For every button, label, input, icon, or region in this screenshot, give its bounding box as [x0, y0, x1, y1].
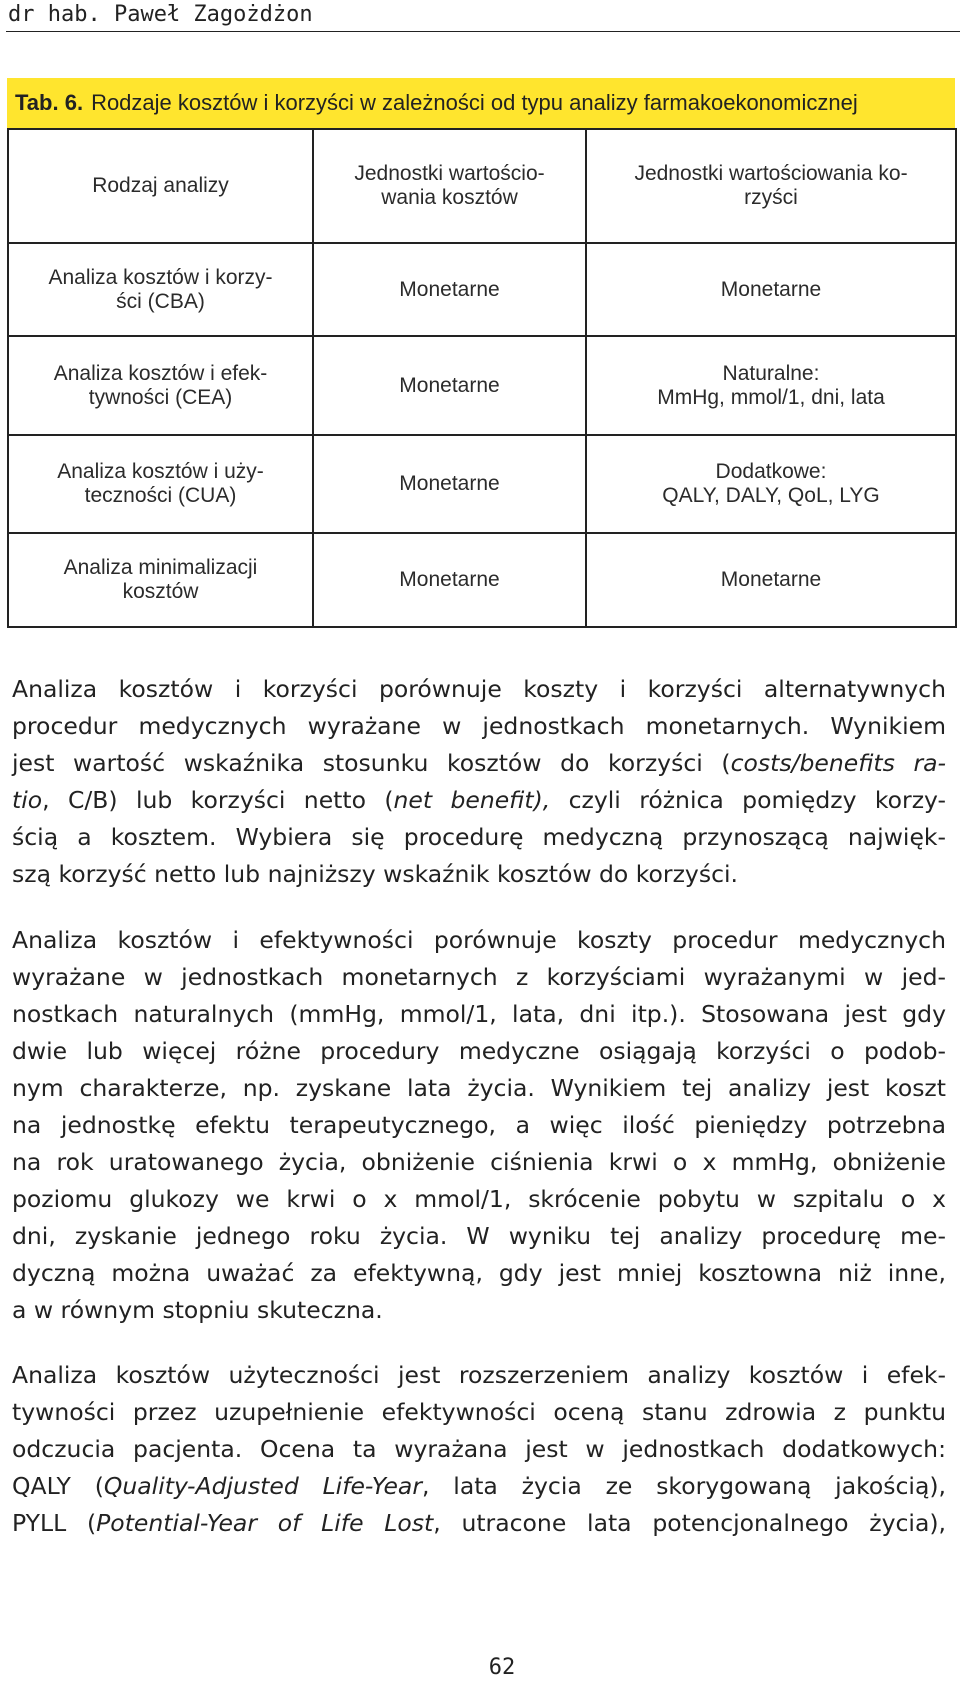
paragraph-cea: Analiza kosztów i efektywności porównuje koszty procedur medycznych wyrażane w jednostkach monetarnych z korzyściami wyrażanymi w jed- nostkach naturalnych (mmHg, mmol/1, lata, dni itp.). Stosowana jest gdy dwie lub więcej różne procedury medyczne osiągają korzyści o podob- nym charakterze, np. zyskane lata życia. Wynikiem tej analizy jest koszt na jednostkę efektu terapeutycznego, a więc ilość pieniędzy potrzebna na rok uratowanego życia, obniżenie ciśnienia krwi o x mmHg, obniżenie poziomu glukozy we krwi o x mmol/1, skrócenie pobytu w szpitalu o x dni, zyskanie jednego roku życia. W wyniku tej analizy procedurę me- dyczną można uważać za efektywną, gdy jest mniej kosztowna niż inne, a w równym stopniu skuteczna. — [12, 926, 946, 1324]
table-cell: Analiza kosztów i efek- tywności (CEA) — [8, 336, 313, 435]
paragraph-cua: Analiza kosztów użyteczności jest rozszerzeniem analizy kosztów i efek- tywności przez uzupełnienie efektywności oceną stanu zdrowia z punktu odczucia pacjenta. Ocena ta wyrażana jest w jednostkach dodatkowych: QALY (Quality-Adjusted Life-Year, lata życia ze skorygowaną jakością), PYLL (Potential-Year of Life Lost, utracone lata potencjonalnego życia), — [12, 1361, 946, 1537]
table-cell: Monetarne — [313, 336, 586, 435]
table-row — [8, 243, 956, 336]
analysis-cost-table — [7, 128, 957, 628]
table-cell: Monetarne — [586, 533, 956, 627]
table-caption-label: Tab. 6. — [15, 90, 84, 115]
table-header-cell: Jednostki wartościowania ko- rzyści — [586, 129, 956, 243]
header-rule — [6, 31, 960, 32]
paragraph-cba: Analiza kosztów i korzyści porównuje koszty i korzyści alternatywnych procedur medycznych wyrażane w jednostkach monetarnych. Wynikiem jest wartość wskaźnika stosunku kosztów do korzyści (costs/benefits ra- tio, C/B) lub korzyści netto (net benefit), czyli różnica pomiędzy korzy- ścią a kosztem. Wybiera się procedurę medyczną przynoszącą najwięk- szą korzyść netto lub najniższy wskaźnik kosztów do korzyści. — [12, 675, 946, 888]
table-caption — [7, 78, 955, 128]
table-row — [8, 336, 956, 435]
table-cell: Monetarne — [313, 243, 586, 336]
table-cell: Naturalne: MmHg, mmol/1, dni, lata — [586, 336, 956, 435]
table-header-cell: Jednostki wartościo- wania kosztów — [313, 129, 586, 243]
table-header-row — [8, 129, 956, 243]
running-head-author: dr hab. Paweł Zagożdżon — [8, 2, 313, 27]
table-cell: Analiza minimalizacji kosztów — [8, 533, 313, 627]
table-row — [8, 533, 956, 627]
page-number: 62 — [488, 1655, 516, 1680]
table-cell: Monetarne — [313, 533, 586, 627]
table-cell: Analiza kosztów i korzy- ści (CBA) — [8, 243, 313, 336]
table-header-cell: Rodzaj analizy — [8, 129, 313, 243]
table-cell: Analiza kosztów i uży- teczności (CUA) — [8, 435, 313, 533]
table-cell: Dodatkowe: QALY, DALY, QoL, LYG — [586, 435, 956, 533]
table-cell: Monetarne — [586, 243, 956, 336]
table-row — [8, 435, 956, 533]
table-caption-text: Rodzaje kosztów i korzyści w zależności od typu analizy farmakoekonomicznej — [91, 90, 858, 115]
table-cell: Monetarne — [313, 435, 586, 533]
